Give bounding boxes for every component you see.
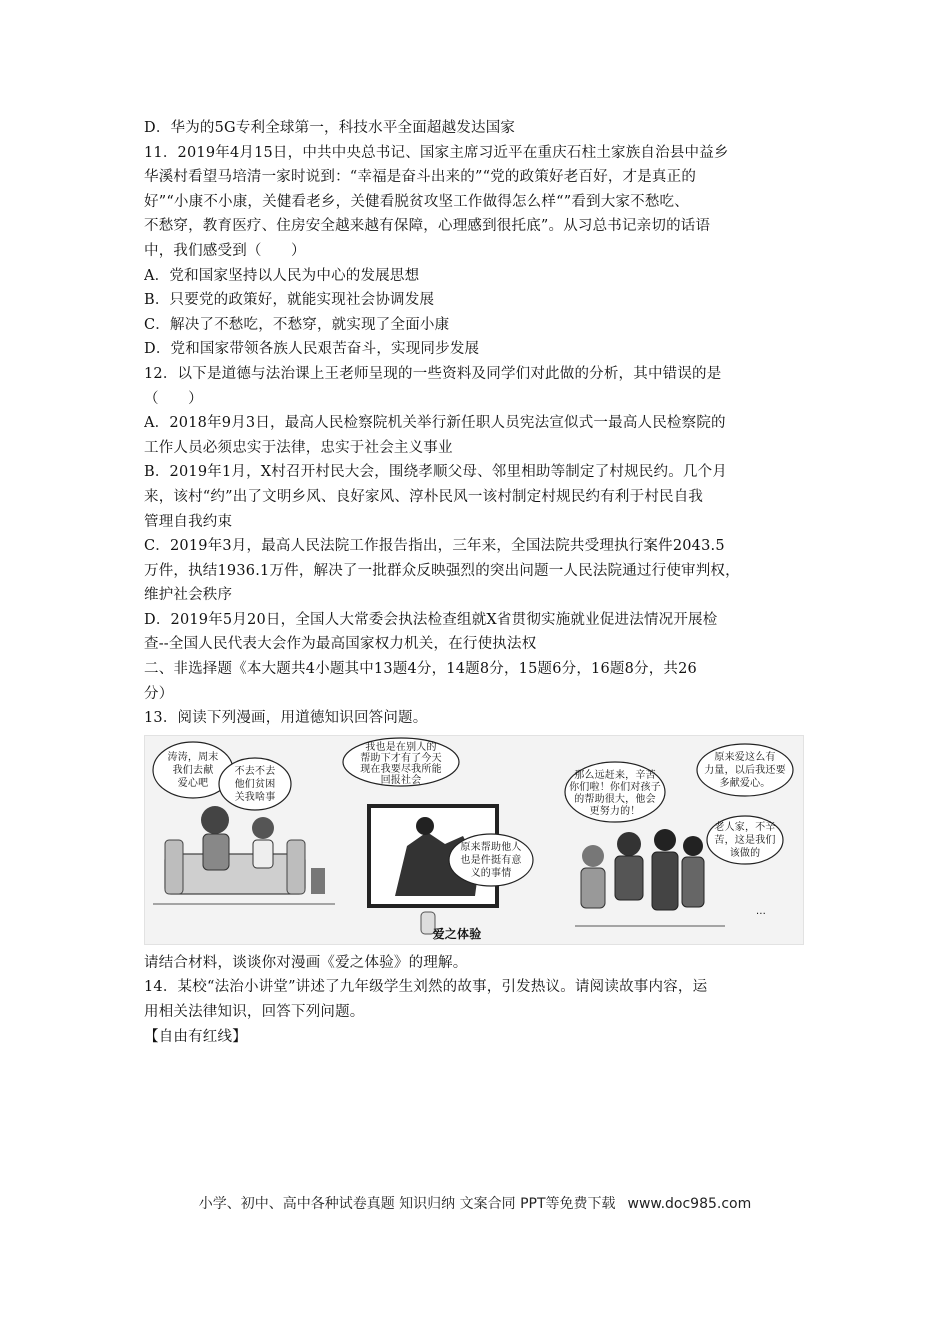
bubble-2-line: 不去不去 [234,765,276,777]
bubble-2-line: 他们贫困 [234,778,276,790]
q12-option-line: B．2019年1月，X村召开村民大会，围绕孝顺父母、邻里相助等制定了村规民约。几个月 [144,464,728,481]
q14-subheading: 【自由有红线】 [144,1028,247,1045]
bubble-1-line: 我们去献 [172,764,214,776]
q12-stem-line: （ ） [144,390,203,407]
bubble-4-line: 原来帮助他人 [460,841,522,853]
q12-option-line: 来，该村“约”出了文明乡风、良好家风、淳朴民风一该村制定村规民约有利于村民自我 [144,488,704,505]
q12-option-line: 查--全国人民代表大会作为最高国家权力机关，在行使执法权 [144,636,537,653]
q11-stem-line: 中，我们感受到（ ） [144,242,306,259]
q11-stem-line: 不愁穿，教育医疗、住房安全越来越有保障，心理感到很托底”。从习总书记亲切的话语 [144,218,711,235]
bubble-1-line: 爱心吧 [177,777,209,789]
footer-url[interactable]: www.doc985.com [627,1196,752,1212]
q10-option-d: D．华为的5G专利全球第一，科技水平全面超越发达国家 [144,120,516,136]
comic-illustration [145,736,803,944]
bubble-4-line: 也是件挺有意 [460,854,522,866]
love-experience-comic [144,735,804,945]
footer-text: 小学、初中、高中各种试卷真题 知识归纳 文案合同 PPT等免费下载 [198,1196,616,1212]
bubble-7-line: 该做的 [729,847,761,859]
comic-caption: 爱之体验 [432,926,482,941]
q12-option-line: D．2019年5月20日，全国人大常委会执法检查组就X省贯彻实施就业促进法情况开展检 [144,611,718,628]
section-heading-line: 分） [144,685,174,702]
bubble-5-line: 的帮助很大，他会 [574,793,656,805]
q11-stem-line: 好”“小康不小康，关健看老乡，关健看脱贫攻坚工作做得怎么样“”看到大家不愁吃、 [144,193,689,210]
q14-stem-line: 14．某校“法治小讲堂”讲述了九年级学生刘然的故事，引发热议。请阅读故事内容，运 [144,979,708,996]
bubble-6-line: 多献爱心。 [719,777,771,789]
comic-panel-1 [153,742,335,904]
question-11 [144,141,810,362]
question-14 [144,975,810,1049]
comic-ellipsis: … [755,905,767,917]
q12-option-line: 管理自我约束 [144,513,233,530]
q13-stem: 13．阅读下列漫画，用道德知识回答问题。 [144,710,428,727]
bubble-3-line: 回报社会 [380,774,422,786]
bubble-7-line: 老人家，不辛 [714,821,776,833]
bubble-6-line: 原来爱这么有 [714,751,776,763]
bubble-5-line: 那么远赶来，辛苦 [574,769,656,781]
bubble-5-line: 你们啦！你们对孩子 [569,781,661,793]
comic-panel-3 [565,744,793,926]
bubble-5-line: 更努力的！ [589,805,641,817]
q11-option-a: A．党和国家坚持以人民为中心的发展思想 [144,267,420,284]
section-heading-line: 二、非选择题《本大题共4小题其中13题4分，14题8分，15题6分，16题8分，共26 [144,661,697,678]
q12-option-line: 万件，执结1936.1万件，解决了一批群众反映强烈的突出问题一人民法院通过行使审判权， [144,562,740,579]
bubble-3-line: 帮助下才有了今天 [360,752,442,764]
q11-option-c: C．解决了不愁吃，不愁穿，就实现了全面小康 [144,316,450,333]
page-footer [0,1193,950,1213]
comic-panel-2 [343,738,533,934]
section-2-heading [144,657,810,706]
q11-option-b: B．只要党的政策好，就能实现社会协调发展 [144,292,435,309]
bubble-1-line: 涛涛，周末 [167,751,219,763]
q12-option-line: C．2019年3月，最高人民法院工作报告指出，三年来，全国法院共受理执行案件2043.5 [144,538,725,555]
bubble-4-line: 义的事情 [470,867,512,879]
q12-option-line: A．2018年9月3日，最高人民检察院机关举行新任职人员宪法宣似式一最高人民检察院的 [144,415,726,432]
question-12 [144,362,810,657]
bubble-7-line: 苦，这是我们 [714,834,776,846]
q14-stem-line: 用相关法律知识，回答下列问题。 [144,1004,365,1021]
question-13 [144,706,810,975]
q11-stem-line: 华溪村看望马培清一家时说到：“幸福是奋斗出来的”“党的政策好老百好，才是真正的 [144,169,697,186]
exam-content [144,116,810,1049]
q12-option-line: 维护社会秩序 [144,587,233,604]
q13-prompt: 请结合材料，谈谈你对漫画《爱之体验》的理解。 [144,954,468,971]
q12-option-line: 工作人员必须忠实于法律，忠实于社会主义事业 [144,439,453,456]
bubble-3-line: 现在我要尽我所能 [360,763,442,775]
q11-option-d: D．党和国家带领各族人民艰苦奋斗，实现同步发展 [144,341,480,358]
q11-stem-line: 11．2019年4月15日，中共中央总书记、国家主席习近平在重庆石柱土家族自治县中益乡 [144,144,729,161]
bubble-2-line: 关我啥事 [234,791,276,803]
bubble-6-line: 力量，以后我还要 [704,764,786,776]
q12-stem-line: 12．以下是道德与法治课上王老师呈现的一些资料及同学们对此做的分析，其中错误的是 [144,365,722,382]
bubble-3-line: 我也是在别人的 [365,741,437,753]
